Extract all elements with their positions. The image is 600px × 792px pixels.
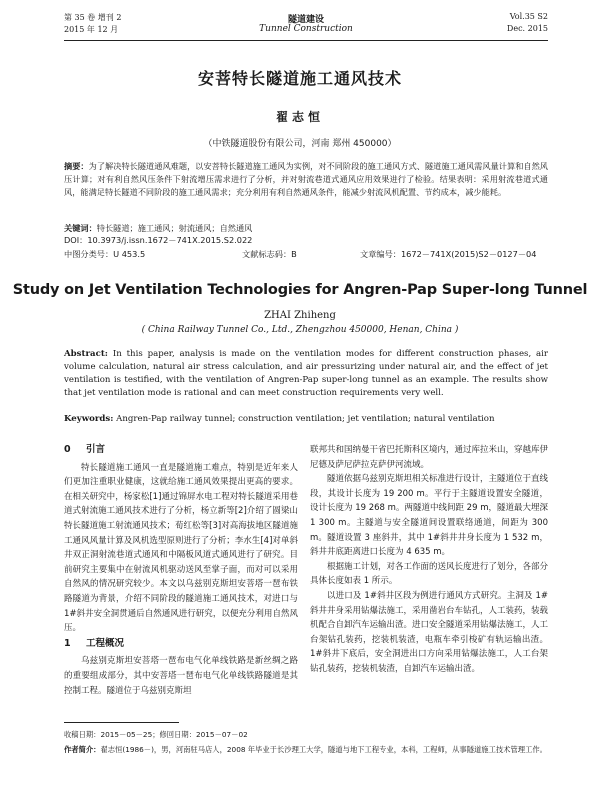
running-header (64, 12, 548, 38)
abstract-en-label: Abstract: (64, 349, 108, 359)
date-en: Dec. 2015 (506, 24, 548, 33)
section-number: 1 (64, 637, 71, 649)
clc-number: 中图分类号：U 453.5 (64, 249, 146, 259)
keywords-cn-text: 特长隧道；施工通风；射流通风；自然通风 (96, 223, 253, 233)
header-rule (64, 40, 548, 41)
abstract-en (64, 348, 548, 400)
abstract-cn-label: 摘要： (64, 161, 89, 171)
doi: DOI：10.3973/j.issn.1672－741X.2015.S2.022 (64, 235, 253, 245)
keywords-en-label: Keywords: (64, 414, 114, 424)
date-cn: 2015 年 12 月 (64, 25, 119, 34)
section-heading-introduction (64, 443, 298, 458)
body-paragraph: 根据施工计划，对各工作面的送风长度进行了划分，各部分具体长度如表 1 所示。 (310, 561, 549, 587)
footnote-author-label: 作者简介： (64, 745, 101, 754)
footnote-rule (64, 722, 179, 723)
body-paragraph: 以进口及 1#斜井区段为例进行通风方式研究。主洞及 1#斜井井身采用钻爆法施工，采用凿岩台车钻孔，人工装药，装载机配合自卸汽车运输出渣。进口安全隧道采用钻爆法施工，人工台架钻孔装药，挖装机装渣，电瓶车牵引梭矿有轨运输出渣。1#斜井下底后，安全洞进出口方向采用钻爆法施工，人工台架钻孔装药，挖装机装渣，自卸汽车运输出渣。 (310, 590, 549, 674)
section-title: 引言 (86, 444, 106, 455)
author-cn: 翟志恒 (275, 110, 324, 124)
document-code: 文献标志码：B (242, 249, 297, 259)
section-heading-project-overview (64, 637, 298, 652)
keywords-en (64, 414, 548, 424)
journal-name-en: Tunnel Construction (259, 24, 353, 34)
abstract-cn (64, 160, 548, 199)
affiliation-cn: （中铁隧道股份有限公司，河南 郑州 450000） (203, 139, 397, 149)
volume-issue-en: Vol.35 S2 (509, 12, 548, 21)
footnote-received: 收稿日期：2015－05－25；修回日期：2015－07－02 (64, 730, 248, 739)
journal-name-cn: 隧道建设 (287, 15, 324, 25)
body-paragraph-continued: 联邦共和国纳曼干省巴托斯科区境内，通过库拉米山，穿越库伊尼德及萨尼萨拉克萨伊河流域。 (310, 445, 549, 470)
keywords-en-text: Angren-Pap railway tunnel; construction ventilation; jet ventilation; natural ventilation (116, 414, 495, 424)
body-paragraph: 特长隧道施工通风一直是隧道施工难点，特别是近年来人们更加注重职业健康，这就给施工通风效果提出更高的要求。在相关研究中，杨家松[1]通过锦屏水电工程对特长隧道采用巷道式射流施工通风技术进行了分析，杨立新等[2]介绍了圆梁山特长隧道施工射流通风技术；荀红松等[3]对高海拔地区隧道施工通风风量计算及风机选型原则进行了分析；李水生[4]对单斜井双正洞射流巷道式通风和中隔板风道式通风进行了研究。目前研究主要集中在射流风机驱动送风至掌子面，而对可以采用自然风的情况研究较少。本文以乌兹别克斯坦安菩塔一琶布铁路隧道为背景，介绍不同阶段的隧道施工通风技术，对进口与1#斜井安全洞贯通后自然通风进行研究，以便充分利用自然风压。 (64, 462, 298, 634)
section-title: 工程概况 (86, 637, 125, 649)
abstract-en-text: In this paper, analysis is made on the ventilation modes for different construction phases, air volume calculation, natural air stress calculation, and air pressurizing under natural air, and the effect of jet ventilation is testified, with the ventilation of Angren-Pap super-long tunnel as an example. The results show that jet ventilation mode is rational and can meet construction requirements very well. (64, 349, 549, 398)
keywords-cn (64, 222, 548, 234)
body-column-left (64, 443, 298, 698)
footnote-author-text: 翟志恒(1986－)，男，河南驻马店人，2008 年毕业于长沙理工大学，隧道与地下工程专业，本科，工程师，从事隧道施工技术管理工作。 (100, 745, 547, 754)
volume-issue-cn: 第 35 卷 增刊 2 (64, 13, 122, 22)
keywords-cn-label: 关键词： (64, 223, 97, 233)
footnote-author-bio (64, 745, 548, 755)
author-en: ZHAI Zhiheng (264, 310, 336, 321)
article-number: 文章编号：1672－741X(2015)S2－0127－04 (360, 249, 537, 259)
body-paragraph: 隧道依据乌兹别克斯坦相关标准进行设计，主隧道位于直线段，其设计长度为 19 200 m。平行于主隧道设置安全隧道，设计长度为 19 268 m。两隧道中线间距 29 m，隧道最大埋深 1 300 m。主隧道与安全隧道间设置联络通道，间距为 300 m。隧道设置 3 座斜井，其中 1#斜井井身长度为 1 532 m，斜井井底距离进口长度为 4 635 m。 (310, 474, 549, 558)
abstract-cn-text: 为了解决特长隧道通风难题，以安菩特长隧道施工通风为实例，对不同阶段的施工通风方式、隧道施工通风需风量计算和自然风压计算；对有利自然风压条件下射流增压需求进行了分析，并对射流巷道式通风应用效果进行了检验。结果表明：采用射流巷道式通风，能满足特长隧道不同阶段的施工通风需求；充分利用有利自然通风条件，能减少射流风机配置、节约成本，减少能耗。 (64, 161, 548, 197)
affiliation-en: ( China Railway Tunnel Co., Ltd., Zhengzhou 450000, Henan, China ) (141, 325, 459, 335)
section-number: 0 (64, 444, 71, 455)
body-column-right (310, 443, 548, 677)
body-paragraph: 乌兹别克斯坦安菩塔一琶布电气化单线铁路是新丝绸之路的重要组成部分，其中安菩塔一琶布电气化单线铁路隧道是其控制工程。隧道位于乌兹别克斯坦 (64, 656, 298, 696)
paper-title-en: Study on Jet Ventilation Technologies for Angren-Pap Super-long Tunnel (12, 282, 588, 298)
paper-title-cn: 安菩特长隧道施工通风技术 (197, 69, 402, 88)
